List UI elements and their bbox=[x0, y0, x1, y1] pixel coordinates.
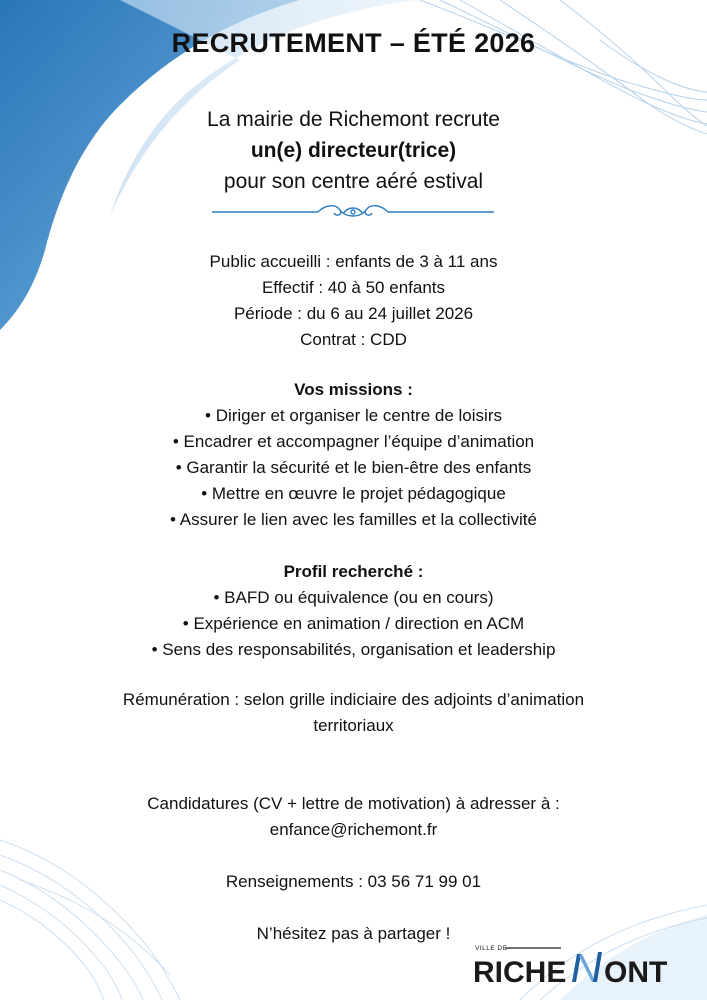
detail-public: Public accueilli : enfants de 3 à 11 ans bbox=[209, 252, 498, 271]
detail-period: Période : du 6 au 24 juillet 2026 bbox=[233, 304, 474, 323]
logo-m-mark bbox=[572, 952, 602, 982]
profile-item: • Expérience en animation / direction en ACM bbox=[182, 614, 525, 633]
profile-item: • Sens des responsabilités, organisation et leadership bbox=[151, 640, 556, 659]
logo-name-end: ONT bbox=[604, 956, 668, 989]
missions-heading: Vos missions : bbox=[294, 380, 413, 399]
applications-text: Candidatures (CV + lettre de motivation) à adresser à : bbox=[147, 794, 560, 813]
intro-line-1: La mairie de Richemont recrute bbox=[207, 108, 500, 131]
mission-item: • Garantir la sécurité et le bien-être des enfants bbox=[175, 458, 532, 477]
details bbox=[0, 249, 707, 353]
richemont-logo bbox=[469, 940, 689, 992]
logo-name-start: RICHE bbox=[473, 956, 567, 989]
mission-item: • Mettre en œuvre le projet pédagogique bbox=[201, 484, 506, 503]
intro bbox=[0, 104, 707, 197]
profile-item: • BAFD ou équivalence (ou en cours) bbox=[213, 588, 494, 607]
mission-item: • Encadrer et accompagner l’équipe d’animation bbox=[172, 432, 535, 451]
applications-email[interactable]: enfance@richemont.fr bbox=[269, 820, 438, 839]
profile bbox=[0, 559, 707, 663]
share-text: N’hésitez pas à partager ! bbox=[256, 924, 451, 943]
mission-item: • Assurer le lien avec les familles et la collectivité bbox=[170, 510, 537, 529]
logo-prefix: VILLE DE bbox=[475, 945, 508, 952]
remuneration-line-1: Rémunération : selon grille indiciaire des adjoints d’animation bbox=[122, 690, 585, 709]
intro-position: un(e) directeur(trice) bbox=[250, 139, 457, 162]
missions bbox=[0, 377, 707, 533]
remuneration bbox=[0, 687, 707, 739]
detail-contract: Contrat : CDD bbox=[300, 330, 407, 349]
profile-heading: Profil recherché : bbox=[283, 562, 424, 581]
detail-headcount: Effectif : 40 à 50 enfants bbox=[261, 278, 446, 297]
page-title: RECRUTEMENT – ÉTÉ 2026 bbox=[171, 28, 536, 58]
info-phone: Renseignements : 03 56 71 99 01 bbox=[225, 872, 482, 891]
applications bbox=[0, 791, 707, 843]
ornament-divider bbox=[212, 200, 494, 224]
mission-item: • Diriger et organiser le centre de loisirs bbox=[205, 406, 502, 425]
intro-line-3: pour son centre aéré estival bbox=[223, 170, 484, 193]
remuneration-line-2: territoriaux bbox=[313, 716, 394, 735]
